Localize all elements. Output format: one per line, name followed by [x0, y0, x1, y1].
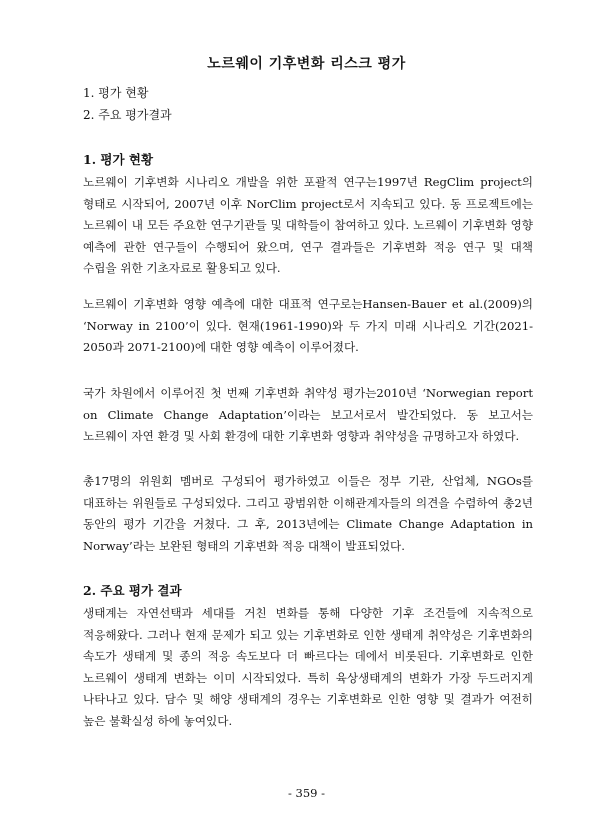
document-title: 노르웨이 기후변화 리스크 평가 — [207, 56, 406, 72]
section-2-paragraph: 생태계는 자연선택과 세대를 거친 변화를 통해 다양한 기후 조건들에 지속적으로 적응해왔다. 그러나 현재 문제가 되고 있는 기후변화로 인한 생태계 취약성은 기후변화의 속도가 생태계 및 종의 적응 속도보다 더 빠르다는 데에서 비롯된다. 기후변화로 인한 노르웨이 생태계 변화는 이미 시작되었다. 특히 육상생태계의 변화가 가장 두드러지게 나타나고 있다. 담수 및 해양 생태계의 경우는 기후변화로 인한 영향 및 결과가 여전히 높은 불확실성 하에 놓여있다. — [83, 606, 533, 728]
section-1-paragraph: 총17명의 위원회 멤버로 구성되어 평가하였고 이들은 정부 기관, 산업체, NGOs를 대표하는 위원들로 구성되었다. 그리고 광범위한 이해관계자들의 의견을 수렴하여 총2년 동안의 평가 기간을 거쳤다. 그 후, 2013년에는 Climate Change Adaptation in Norway’라는 보완된 형태의 기후변화 적응 대책이 발표되었다. — [83, 474, 533, 553]
document-page — [80, 0, 533, 840]
toc-item: 2. 주요 평가결과 — [83, 108, 172, 122]
toc-item: 1. 평가 현황 — [83, 86, 149, 100]
table-of-contents — [83, 82, 172, 126]
section-1-paragraph: 노르웨이 기후변화 영향 예측에 대한 대표적 연구로는Hansen-Bauer et al.(2009)의 ‘Norway in 2100’이 있다. 현재(1961-1990)와 두 가지 미래 시나리오 기간(2021-2050과 2071-2100)에 대한 영향 예측이 이루어졌다. — [83, 297, 533, 354]
page-number: - 359 - — [287, 786, 326, 800]
section-1-paragraph: 국가 차원에서 이루어진 첫 번째 기후변화 취약성 평가는2010년 ‘Norwegian report on Climate Change Adaptation’이라는 보고서로서 발간되었다. 동 보고서는 노르웨이 자연 환경 및 사회 환경에 대한 기후변화 영향과 취약성을 규명하고자 하였다. — [83, 386, 533, 443]
section-2-heading: 2. 주요 평가 결과 — [83, 583, 182, 598]
section-1-heading: 1. 평가 현황 — [83, 152, 154, 167]
section-1-paragraph: 노르웨이 기후변화 시나리오 개발을 위한 포괄적 연구는1997년 RegClim project의 형태로 시작되어, 2007년 이후 NorClim project로서 지속되고 있다. 동 프로젝트에는 노르웨이 내 모든 주요한 연구기관들 및 대학들이 참여하고 있다. 노르웨이 기후변화 영향 예측에 관한 연구들이 수행되어 왔으며, 연구 결과들은 기후변화 적응 연구 및 대책 수립을 위한 기초자료로 활용되고 있다. — [83, 175, 533, 275]
